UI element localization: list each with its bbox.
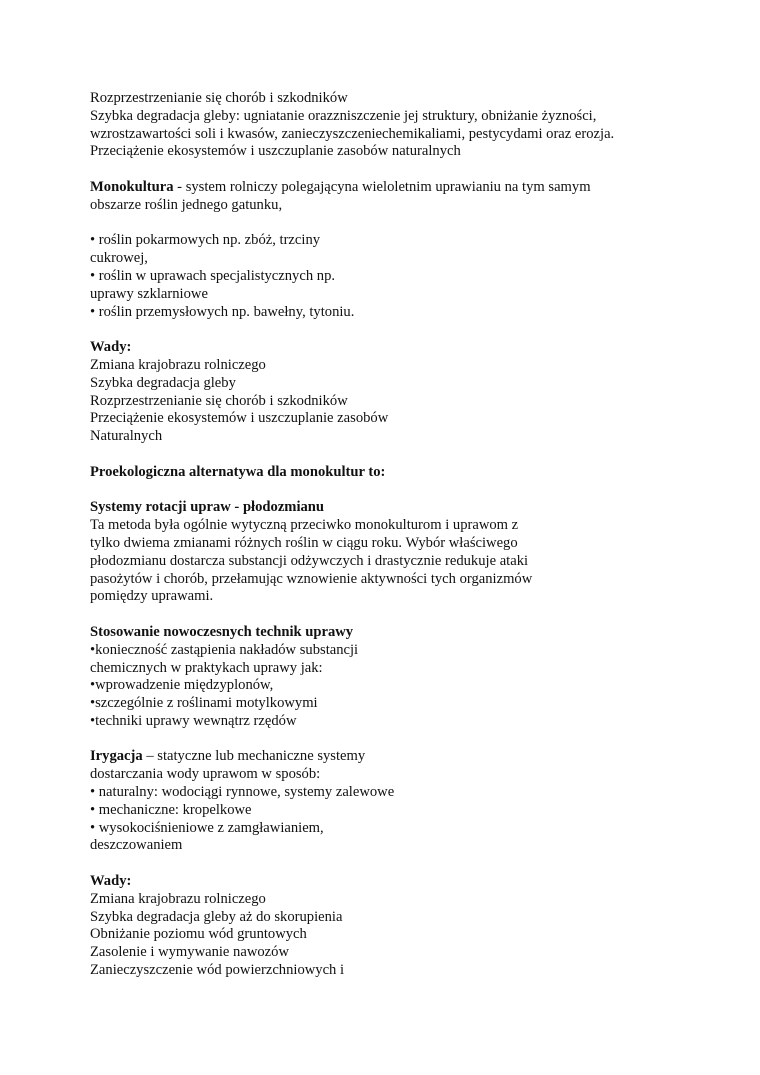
list-item: Naturalnych — [90, 428, 163, 445]
monokultura-definition — [90, 179, 690, 197]
wady-section-1 — [90, 339, 690, 446]
monokultura-term: Monokultura — [90, 178, 174, 195]
list-item: •wprowadzenie międzyplonów, — [90, 677, 274, 694]
list-item: Obniżanie poziomu wód gruntowych — [90, 926, 307, 943]
list-item: cukrowej, — [90, 250, 148, 267]
monokultura-section — [90, 179, 690, 321]
document-page — [90, 90, 690, 980]
section-heading: Stosowanie nowoczesnych technik uprawy — [90, 623, 354, 640]
list-item: Zmiana krajobrazu rolniczego — [90, 890, 266, 907]
list-item: Przeciążenie ekosystemów i uszczuplanie zasobów — [90, 410, 389, 427]
text-line: Szybka degradacja gleby: ugniatanie orazzniszczenie jej struktury, obniżanie żyzności, — [90, 107, 597, 124]
wady-section-2 — [90, 873, 690, 980]
techniki-section — [90, 624, 690, 731]
list-item: • wysokociśnieniowe z zamgławianiem, — [90, 819, 324, 836]
text-line: wzrostzawartości soli i kwasów, zanieczyszczeniechemikaliami, pestycydami oraz erozja. — [90, 125, 615, 142]
list-item: • roślin pokarmowych np. zbóż, trzciny — [90, 232, 321, 249]
irygacja-term: Irygacja — [90, 748, 143, 765]
list-item: Zasolenie i wymywanie nawozów — [90, 944, 289, 961]
list-item: • mechaniczne: kropelkowe — [90, 801, 252, 818]
irygacja-def-text: – statyczne lub mechaniczne systemy — [142, 748, 366, 765]
list-item: dostarczania wody uprawom w sposób: — [90, 766, 321, 783]
alternatywa-heading: Proekologiczna alternatywa dla monokultur to: — [90, 463, 386, 480]
list-item: uprawy szklarniowe — [90, 285, 208, 302]
list-item: chemicznych w praktykach uprawy jak: — [90, 659, 323, 676]
list-item: Szybka degradacja gleby aż do skorupienia — [90, 908, 343, 925]
section-heading: Systemy rotacji upraw - płodozmianu — [90, 499, 325, 516]
list-item: Zmiana krajobrazu rolniczego — [90, 356, 266, 373]
text-line: pomiędzy uprawami. — [90, 588, 214, 605]
text-line: płodozmianu dostarcza substancji odżywczych i drastycznie redukuje ataki — [90, 552, 529, 569]
rotacja-section — [90, 499, 690, 606]
text-line: Rozprzestrzenianie się chorób i szkodników — [90, 90, 348, 106]
list-item: deszczowaniem — [90, 837, 183, 854]
list-item: •techniki uprawy wewnątrz rzędów — [90, 712, 297, 729]
list-item: Zanieczyszczenie wód powierzchniowych i — [90, 962, 345, 979]
text-line: pasożytów i chorób, przełamując wznowienie aktywności tych organizmów — [90, 570, 533, 587]
list-item: • roślin w uprawach specjalistycznych np. — [90, 267, 336, 284]
list-item: •konieczność zastąpienia nakładów substancji — [90, 641, 359, 658]
text-line: Przeciążenie ekosystemów i uszczuplanie zasobów naturalnych — [90, 143, 461, 160]
section-heading: Wady: — [90, 339, 132, 356]
text-line: tylko dwiema zmianami różnych roślin w ciągu roku. Wybór właściwego — [90, 534, 518, 551]
irygacja-definition — [90, 748, 690, 766]
list-item: • roślin przemysłowych np. bawełny, tytoniu. — [90, 303, 355, 320]
list-item: Rozprzestrzenianie się chorób i szkodników — [90, 392, 348, 409]
text-line: obszarze roślin jednego gatunku, — [90, 196, 283, 213]
irygacja-section — [90, 748, 690, 855]
list-item: •szczególnie z roślinami motylkowymi — [90, 695, 318, 712]
text-line: Ta metoda była ogólnie wytyczną przeciwko monokulturom i uprawom z — [90, 517, 519, 534]
section-heading: Wady: — [90, 873, 132, 890]
intro-section — [90, 90, 690, 161]
list-item: Szybka degradacja gleby — [90, 374, 236, 391]
list-item: • naturalny: wodociągi rynnowe, systemy zalewowe — [90, 784, 395, 801]
monokultura-def-text: - system rolniczy polegającyna wieloletnim uprawianiu na tym samym — [173, 178, 591, 195]
